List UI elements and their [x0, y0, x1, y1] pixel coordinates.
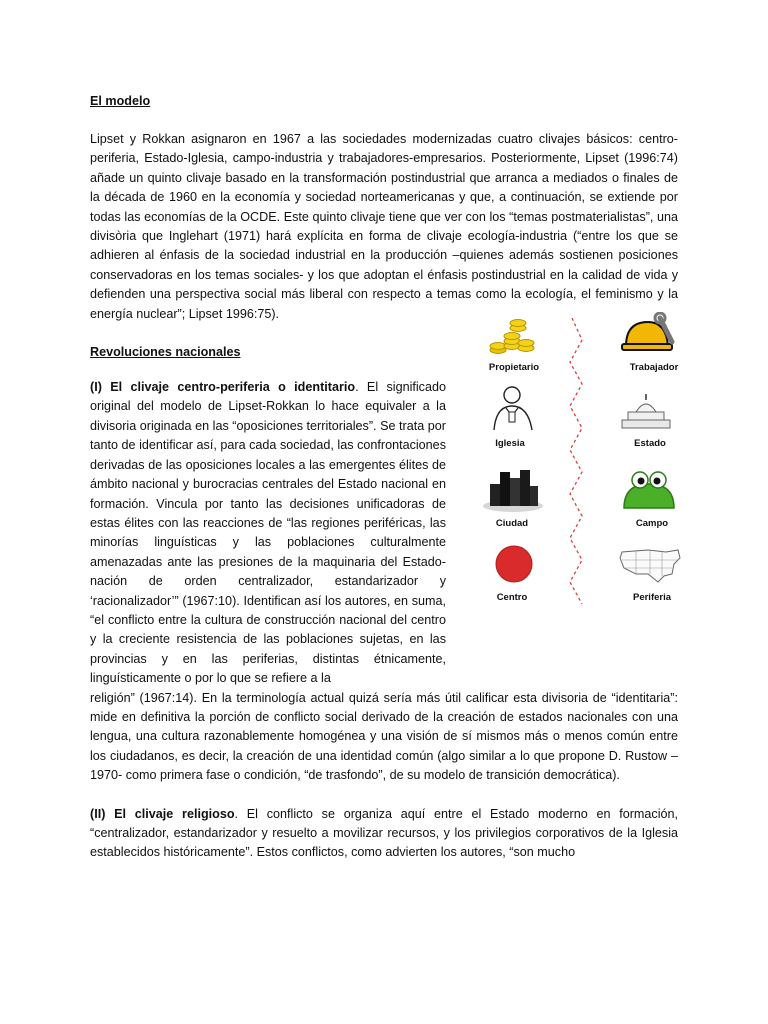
red-circle-icon — [494, 544, 534, 584]
label-campo: Campo — [635, 518, 669, 529]
label-centro: Centro — [496, 592, 528, 603]
label-ciudad: Ciudad — [495, 518, 529, 529]
paragraph-clivaje-2 — [90, 805, 678, 863]
label-periferia: Periferia — [632, 592, 672, 603]
frog-icon — [620, 464, 678, 512]
capitol-icon — [618, 392, 674, 432]
clivaje-2-heading: (II) El clivaje religioso — [90, 806, 235, 821]
city-icon — [482, 462, 544, 518]
clivaje-1-heading: (I) El clivaje centro-periferia o identitario — [90, 380, 356, 395]
section-title-revoluciones: Revoluciones nacionales — [90, 345, 241, 360]
section-title-modelo: El modelo — [90, 94, 151, 108]
hardhat-icon — [620, 312, 676, 358]
priest-icon — [488, 382, 538, 432]
clivaje-2-body: . El conflicto se organiza aquí entre el Estado moderno en formación, “centralizador, estandarizador y resuelto a movilizar recursos, y los privilegios corporativos de la Iglesia establecidos históricamente”. Estos conflictos, como advierten los autores, “son mucho — [90, 806, 678, 860]
usa-map-icon — [618, 544, 684, 584]
paragraph-modelo: Lipset y Rokkan asignaron en 1967 a las sociedades modernizadas cuatro clivajes básicos: centro-periferia, Estado-Iglesia, campo-industria y trabajadores-empresarios. Posteriormente, Lipset (1996:74) añade un quinto clivaje basado en la transformación postindustrial que arranca a mediados o finales de la década de 1960 en la economía y sociedad norteamericanas y que, a continuación, se extiende por todas las economías de la OCDE. Este quinto clivaje tiene que ver con los “temas postmaterialistas”, una divisòria que Inglehart (1971) hará explícita en forma de clivaje ecología-industria (“entre los que se adhieren al énfasis de la sociedad industrial en la producción –quienes además sostienen posiciones conservadoras en los temas sociales- y los que adoptan el énfasis postindustrial en la calidad de vida y defienden una perspectiva social más liberal con respecto a temas como la ecología, el feminismo y la energía nuclear”; Lipset 1996:75). — [90, 132, 678, 321]
label-propietario: Propietario — [488, 362, 540, 373]
clivaje-1-intro: . El significado original del modelo de Lipset-Rokkan lo hace equivaler a la divisoria originada en las “oposiciones territoriales”. Se trata por tanto de identificar así, para cada sociedad, las confrontaciones derivadas de las oposiciones locales a las emergentes élites de ámbito nacional y burocracias centrales del Estado nacional en formación. Vincula por tanto las decisiones unificadoras de estas élites con las reacciones de “las regiones periféricas, las minorías linguísticas y las poblaciones culturalmente amenazadas ante las presiones de la maquinaria del Estado-nación de orden centralizador, estandarizador y ‘racionalizador’” (1967:10). Identifican así los autores, en suma, “el conflicto entre la cultura de construcción nacional del centro y la creciente resistencia de las poblaciones sujetas, en las provincias y en las periferias, distintas étnicamente, linguísticamente o por lo que se refiere a la — [90, 380, 446, 686]
coins-icon — [488, 316, 540, 358]
label-trabajador: Trabajador — [629, 362, 679, 373]
cleavage-figure — [392, 318, 679, 614]
label-estado: Estado — [634, 438, 666, 449]
label-iglesia: Iglesia — [495, 438, 525, 449]
paragraph-clivaje-1-rest: religión” (1967:14). En la terminología actual quizá sería más útil calificar esta divisoria de “identitaria”: mide en definitiva la porción de conflicto social derivado de la creación de estados nacionales con una lengua, una cultura razonablemente homogénea y una visión de sí mismos más o menos común entre los ciudadanos, es decir, la creación de una identidad común (algo similar a lo que propone D. Rustow –1970- como primera fase o condición, “de trasfondo”, de su modelo de transición democrática). — [90, 690, 678, 783]
